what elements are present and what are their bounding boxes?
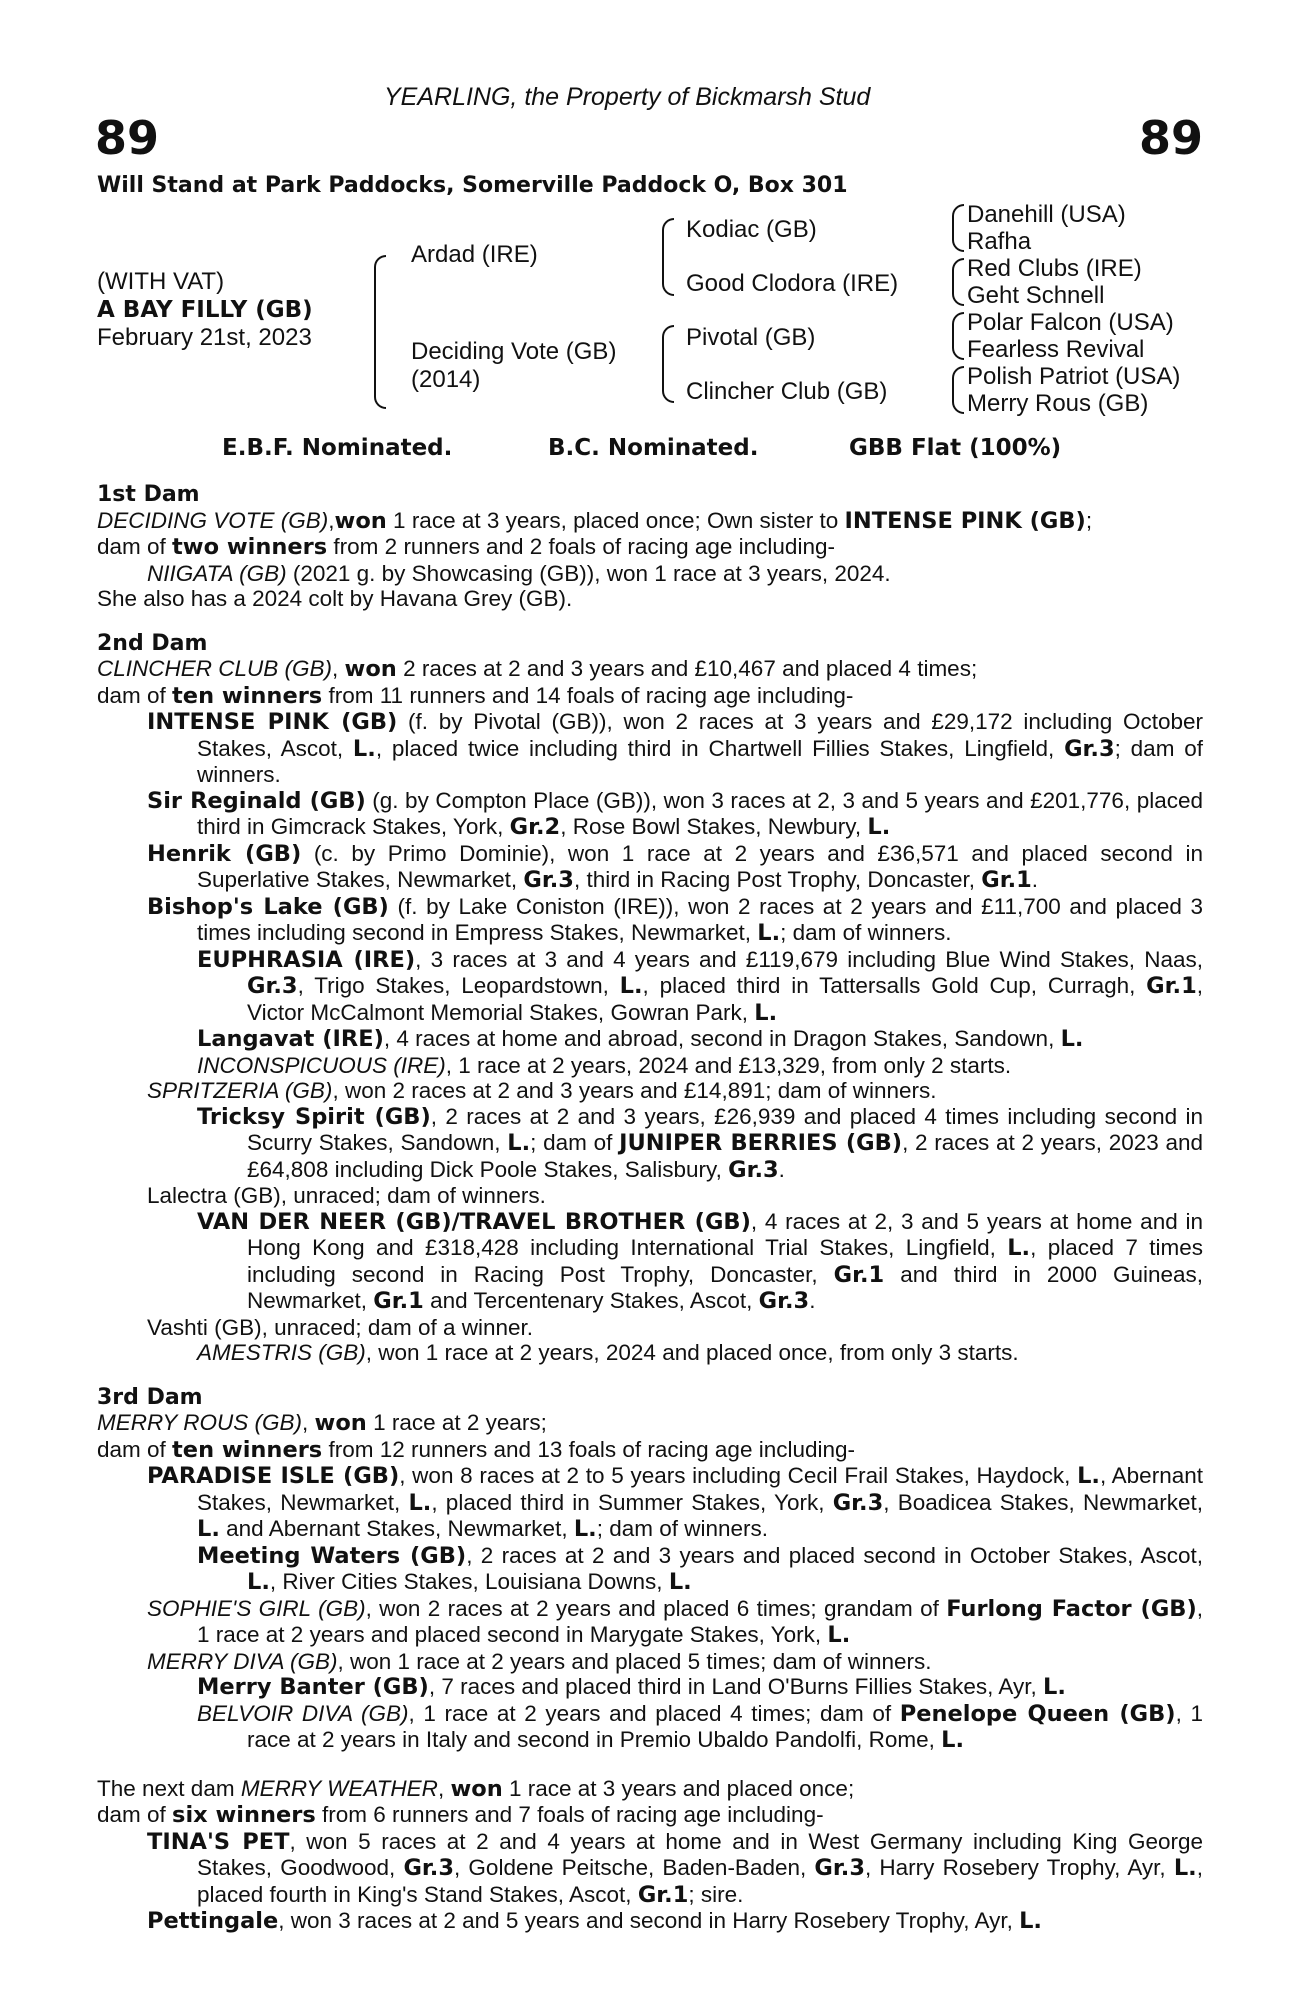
body-text: dam of <box>97 682 173 708</box>
body-text: , placed fourth in King's Stand Stakes, Ascot, <box>197 1855 1203 1907</box>
bold-text: L. <box>507 1130 531 1156</box>
body-text: , <box>302 1410 315 1435</box>
bold-text: won <box>450 1775 503 1802</box>
body-text: , Goldene Peitsche, Baden-Baden, <box>454 1855 815 1880</box>
body-text: , 1 race at 2 years and placed second in Marygate Stakes, York, <box>197 1595 1204 1647</box>
pedigree-entry <box>97 1078 1203 1104</box>
body-text: from 12 runners and 13 foals of racing age including- <box>322 1436 856 1462</box>
body-text: , won 2 races at 2 and 3 years and £14,891; dam of winners. <box>332 1078 937 1103</box>
pedigree-entry <box>97 561 1203 587</box>
body-text: The next dam <box>97 1775 241 1801</box>
pedigree-brace-dd <box>952 366 964 414</box>
body-text: ; sire. <box>688 1881 744 1907</box>
pedigree-entry <box>97 1802 1203 1829</box>
pedigree-entry <box>97 534 1203 561</box>
body-text: . <box>778 1156 785 1182</box>
body-text: , 1 race at 2 years, 2024 and £13,329, from only 2 starts. <box>445 1052 1012 1078</box>
pedigree-sire-sire: Kodiac (GB) <box>686 216 817 243</box>
pedigree-brace-ds <box>952 312 964 360</box>
bold-text: L. <box>1043 1674 1066 1700</box>
bold-text: ten winners <box>172 1436 323 1463</box>
pedigree-entry <box>97 1053 1203 1079</box>
body-text: , 1 race at 2 years and placed 4 times; dam of <box>408 1700 900 1726</box>
bold-text: L. <box>827 1622 851 1648</box>
section-spacer <box>97 1754 1203 1776</box>
second-dam-heading: 2nd Dam <box>97 630 208 656</box>
body-text: , won 1 race at 2 years, 2024 and placed once, from only 3 starts. <box>365 1340 1019 1365</box>
body-text: , third in Racing Post Trophy, Doncaster, <box>573 867 982 892</box>
body-text: . <box>809 1288 816 1313</box>
pedigree-entry <box>97 1649 1203 1675</box>
vat-label: (WITH VAT) <box>97 268 225 295</box>
pedigree-brace-ss <box>952 204 964 252</box>
pedigree-entry <box>97 1701 1203 1754</box>
bold-text: Langavat (IRE) <box>197 1026 384 1052</box>
body-text: dam of <box>97 1802 173 1827</box>
body-text: ; dam of winners. <box>780 920 952 945</box>
body-text: and Abernant Stakes, Newmarket, <box>219 1516 574 1541</box>
body-text: (2021 g. by Showcasing (GB)), won 1 race at 3 years, 2024. <box>286 560 891 586</box>
body-text: 1 race at 3 years and placed once; <box>502 1775 855 1801</box>
bold-text: Gr.3 <box>728 1156 779 1183</box>
body-text: , 3 races at 3 and 4 years and £119,679 including Blue Wind Stakes, Naas, <box>415 946 1204 972</box>
bold-text: Gr.3 <box>758 1288 810 1314</box>
body-text: (f. by Pivotal (GB)), won 2 races at 3 years and £29,172 including October Stakes, Ascot, <box>197 709 1203 761</box>
body-text: and Tercentenary Stakes, Ascot, <box>423 1288 759 1313</box>
body-text: , won 5 races at 2 and 4 years at home and in West Germany including King George Stakes, Goodwood, <box>197 1828 1203 1880</box>
bold-text: L. <box>754 999 778 1026</box>
body-text: , won 3 races at 2 and 5 years and second in Harry Rosebery Trophy, Ayr, <box>278 1908 1020 1933</box>
body-text: , Harry Rosebery Trophy, Ayr, <box>864 1855 1174 1880</box>
pedigree-entry <box>97 1410 1203 1437</box>
bold-text: L. <box>352 735 376 762</box>
pedigree-entry <box>97 947 1203 1027</box>
bold-text: L. <box>1060 1026 1084 1052</box>
body-text: , won 1 race at 2 years and placed 5 times; dam of winners. <box>337 1648 932 1674</box>
bold-text: L. <box>197 1516 220 1542</box>
italic-text: SPRITZERIA (GB) <box>147 1078 333 1103</box>
first-dam-heading: 1st Dam <box>97 482 200 507</box>
pedigree-sss: Danehill (USA) <box>967 201 1126 228</box>
bold-text: Gr.3 <box>832 1489 884 1516</box>
pedigree-sire: Ardad (IRE) <box>411 241 538 268</box>
bold-text: L. <box>668 1569 692 1595</box>
body-text: ; dam of winners. <box>197 735 1203 787</box>
bold-text: six winners <box>172 1802 316 1828</box>
lot-number-right: 89 <box>1138 111 1203 165</box>
italic-text: MERRY ROUS (GB) <box>97 1410 303 1435</box>
bold-text: L. <box>1007 1235 1031 1261</box>
body-text: ; dam of winners. <box>596 1516 769 1541</box>
bold-text: Sir Reginald (GB) <box>147 787 366 814</box>
body-text: , <box>328 507 335 533</box>
pedigree-entry <box>97 1674 1203 1701</box>
italic-text: DECIDING VOTE (GB) <box>97 507 329 533</box>
bold-text: L. <box>1019 1908 1042 1934</box>
horse-name: A BAY FILLY (GB) <box>97 297 313 323</box>
pedigree-entry <box>97 1463 1203 1543</box>
pedigree-brace-sd <box>952 258 964 306</box>
pedigree-entry <box>97 1776 1203 1803</box>
bold-text: won <box>314 1410 367 1436</box>
body-text: from 6 runners and 7 foals of racing age including- <box>315 1802 824 1827</box>
gbb-nomination: GBB Flat (100%) <box>849 435 1062 461</box>
pedigree-entry <box>97 1026 1203 1053</box>
italic-text: AMESTRIS (GB) <box>197 1340 366 1365</box>
bold-text: Gr.1 <box>637 1881 689 1908</box>
body-text: , Rose Bowl Stakes, Newbury, <box>560 814 868 839</box>
body-text: , placed 7 times including second in Racing Post Trophy, Doncaster, <box>247 1235 1204 1287</box>
bold-text: L. <box>408 1489 432 1516</box>
bold-text: Gr.1 <box>981 867 1032 893</box>
body-text: ; <box>1085 507 1093 533</box>
italic-text: INCONSPICUOUS (IRE) <box>197 1052 446 1078</box>
pedigree-entry <box>97 709 1203 788</box>
pedigree-entry <box>97 1104 1203 1184</box>
pedigree-brace-dam <box>662 325 674 403</box>
pedigree-ssd: Rafha <box>967 228 1032 255</box>
next-dam-section <box>97 1776 1203 1935</box>
bold-text: Gr.1 <box>1146 973 1197 999</box>
italic-text: CLINCHER CLUB (GB) <box>97 656 333 681</box>
bold-text: Penelope Queen (GB) <box>899 1700 1176 1727</box>
body-text: , placed third in Summer Stakes, York, <box>431 1489 833 1515</box>
body-text: , 2 races at 2 years, 2023 and £64,808 including Dick Poole Stakes, Salisbury, <box>247 1130 1204 1182</box>
body-text: , 1 race at 2 years in Italy and second in Premio Ubaldo Pandolfi, Rome, <box>247 1700 1203 1752</box>
body-text: , <box>437 1775 451 1801</box>
body-text: She also has a 2024 colt by Havana Grey (GB). <box>97 586 573 611</box>
bold-text: L. <box>619 973 643 999</box>
body-text: , 7 races and placed third in Land O'Burns Fillies Stakes, Ayr, <box>428 1674 1044 1699</box>
bold-text: Gr.3 <box>403 1855 455 1881</box>
bold-text: Gr.3 <box>523 867 574 893</box>
bold-text: won <box>334 507 387 534</box>
body-text: , Victor McCalmont Memorial Stakes, Gowran Park, <box>247 973 1203 1025</box>
pedigree-entry <box>97 788 1203 841</box>
body-text: , Abernant Stakes, Newmarket, <box>197 1463 1203 1515</box>
bold-text: ten winners <box>172 682 323 709</box>
bold-text: Gr.3 <box>814 1855 865 1881</box>
bold-text: L. <box>757 920 781 946</box>
bold-text: two winners <box>172 534 328 560</box>
pedigree-dam: Deciding Vote (GB) <box>411 338 617 365</box>
body-text: , won 2 races at 2 years and placed 6 times; grandam of <box>365 1595 947 1621</box>
bold-text: L. <box>573 1516 597 1542</box>
italic-text: NIIGATA (GB) <box>147 560 287 586</box>
italic-text: MERRY DIVA (GB) <box>147 1648 338 1674</box>
pedigree-entry <box>97 1543 1203 1596</box>
pedigree-dss: Polar Falcon (USA) <box>967 309 1174 336</box>
body-text: , 4 races at home and abroad, second in Dragon Stakes, Sandown, <box>383 1026 1061 1051</box>
pedigree-entry <box>97 894 1203 947</box>
pedigree-entry <box>97 508 1203 535</box>
body-text: (c. by Primo Dominie), won 1 race at 2 years and £36,571 and placed second in Superlative Stakes, Newmarket, <box>197 840 1203 892</box>
body-text: . <box>1031 867 1039 892</box>
body-text: , Boadicea Stakes, Newmarket, <box>883 1489 1204 1515</box>
bold-text: TINA'S PET <box>147 1828 290 1855</box>
pedigree-entry <box>97 841 1203 894</box>
pedigree-ddd: Merry Rous (GB) <box>967 390 1149 417</box>
pedigree-entry <box>97 586 1203 612</box>
pedigree-sdd: Geht Schnell <box>967 282 1105 309</box>
page-header-title: YEARLING, the Property of Bickmarsh Stud <box>384 83 871 111</box>
bold-text: Gr.3 <box>247 973 298 999</box>
pedigree-entry <box>97 1908 1203 1935</box>
body-text: and third in 2000 Guineas, Newmarket, <box>247 1261 1203 1313</box>
bold-text: L. <box>247 1569 270 1595</box>
bold-text: INTENSE PINK (GB) <box>844 507 1086 534</box>
bold-text: JUNIPER BERRIES (GB) <box>619 1130 903 1156</box>
body-text: , placed twice including third in Chartwell Fillies Stakes, Lingfield, <box>375 735 1065 761</box>
pedigree-dds: Polish Patriot (USA) <box>967 363 1181 390</box>
pedigree-entry <box>97 1183 1203 1209</box>
first-dam-section <box>97 508 1203 612</box>
bold-text: Meeting Waters (GB) <box>197 1542 467 1569</box>
ebf-nomination: E.B.F. Nominated. <box>222 435 453 461</box>
pedigree-entry <box>97 656 1203 683</box>
second-dam-section <box>97 656 1203 1366</box>
bold-text: Gr.2 <box>509 814 561 840</box>
pedigree-brace-main <box>374 255 386 409</box>
pedigree-dam-sire: Pivotal (GB) <box>686 324 816 351</box>
body-text: from 11 runners and 14 foals of racing age including- <box>322 682 854 708</box>
bold-text: VAN DER NEER (GB)/TRAVEL BROTHER (GB) <box>197 1208 751 1235</box>
bold-text: L. <box>941 1727 965 1753</box>
bold-text: INTENSE PINK (GB) <box>147 709 398 735</box>
bold-text: Gr.1 <box>833 1261 885 1288</box>
body-text: , River Cities Stakes, Louisiana Downs, <box>269 1569 669 1594</box>
pedigree-dam-dam: Clincher Club (GB) <box>686 378 888 405</box>
body-text: (f. by Lake Coniston (IRE)), won 2 races at 2 years and £11,700 and placed 3 times including second in Empress Stakes, Newmarket, <box>197 893 1203 945</box>
body-text: Vashti (GB), unraced; dam of a winner. <box>147 1314 534 1340</box>
bold-text: L. <box>1077 1463 1100 1489</box>
third-dam-heading: 3rd Dam <box>97 1384 203 1410</box>
body-text: 1 race at 3 years, placed once; Own sister to <box>386 507 845 533</box>
italic-text: SOPHIE'S GIRL (GB) <box>147 1595 366 1621</box>
bold-text: EUPHRASIA (IRE) <box>197 946 416 973</box>
pedigree-entry <box>97 1437 1203 1464</box>
bold-text: Henrik (GB) <box>147 840 302 867</box>
body-text: dam of <box>97 534 173 559</box>
third-dam-section <box>97 1410 1203 1754</box>
body-text: 2 races at 2 and 3 years and £10,467 and placed 4 times; <box>396 656 978 681</box>
body-text: (g. by Compton Place (GB)), won 3 races at 2, 3 and 5 years and £201,776, placed third in Gimcrack Stakes, York, <box>197 787 1203 839</box>
bold-text: Merry Banter (GB) <box>197 1674 429 1700</box>
body-text: dam of <box>97 1436 173 1462</box>
bold-text: Pettingale <box>147 1908 279 1934</box>
body-text: Lalectra (GB), unraced; dam of winners. <box>147 1183 546 1208</box>
pedigree-entry <box>97 1596 1203 1649</box>
bold-text: Bishop's Lake (GB) <box>147 893 389 920</box>
body-text: , won 8 races at 2 to 5 years including Cecil Frail Stakes, Haydock, <box>399 1463 1078 1488</box>
body-text: , 2 races at 2 and 3 years, £26,939 and placed 4 times including second in Scurry Stakes, Sandown, <box>247 1103 1204 1155</box>
body-text: , <box>332 656 345 681</box>
pedigree-entry <box>97 1340 1203 1366</box>
bold-text: PARADISE ISLE (GB) <box>147 1463 400 1489</box>
horse-dob: February 21st, 2023 <box>97 324 312 351</box>
italic-text: BELVOIR DIVA (GB) <box>197 1700 409 1726</box>
bold-text: Gr.1 <box>373 1288 424 1314</box>
bold-text: L. <box>1173 1855 1197 1881</box>
stand-location: Will Stand at Park Paddocks, Somerville Paddock O, Box 301 <box>97 173 848 198</box>
italic-text: MERRY WEATHER <box>240 1775 438 1801</box>
body-text: ; dam of <box>530 1130 620 1155</box>
pedigree-entry <box>97 1315 1203 1341</box>
body-text: 1 race at 2 years; <box>366 1410 547 1435</box>
bold-text: Gr.3 <box>1064 735 1115 762</box>
bold-text: won <box>344 656 397 682</box>
body-text: , placed third in Tattersalls Gold Cup, Curragh, <box>642 973 1147 998</box>
body-text: from 2 runners and 2 foals of racing age including- <box>327 534 835 559</box>
pedigree-sds: Red Clubs (IRE) <box>967 255 1142 282</box>
catalogue-body <box>97 482 1203 1935</box>
pedigree-sire-dam: Good Clodora (IRE) <box>686 270 899 297</box>
body-text: , 2 races at 2 and 3 years and placed second in October Stakes, Ascot, <box>466 1542 1203 1568</box>
bc-nomination: B.C. Nominated. <box>548 435 759 461</box>
body-text: , Trigo Stakes, Leopardstown, <box>297 973 620 998</box>
pedigree-entry <box>97 683 1203 710</box>
bold-text: Tricksy Spirit (GB) <box>197 1103 431 1130</box>
pedigree-entry <box>97 1209 1203 1315</box>
bold-text: L. <box>867 814 891 840</box>
lot-number-left: 89 <box>95 111 160 165</box>
pedigree-entry <box>97 1829 1203 1909</box>
pedigree-dsd: Fearless Revival <box>967 336 1145 363</box>
body-text: , 4 races at 2, 3 and 5 years at home and in Hong Kong and £318,428 including International Trial Stakes, Lingfield, <box>247 1208 1203 1260</box>
pedigree-dam-year: (2014) <box>411 366 481 393</box>
bold-text: Furlong Factor (GB) <box>946 1595 1197 1622</box>
pedigree-brace-sire <box>662 218 674 296</box>
